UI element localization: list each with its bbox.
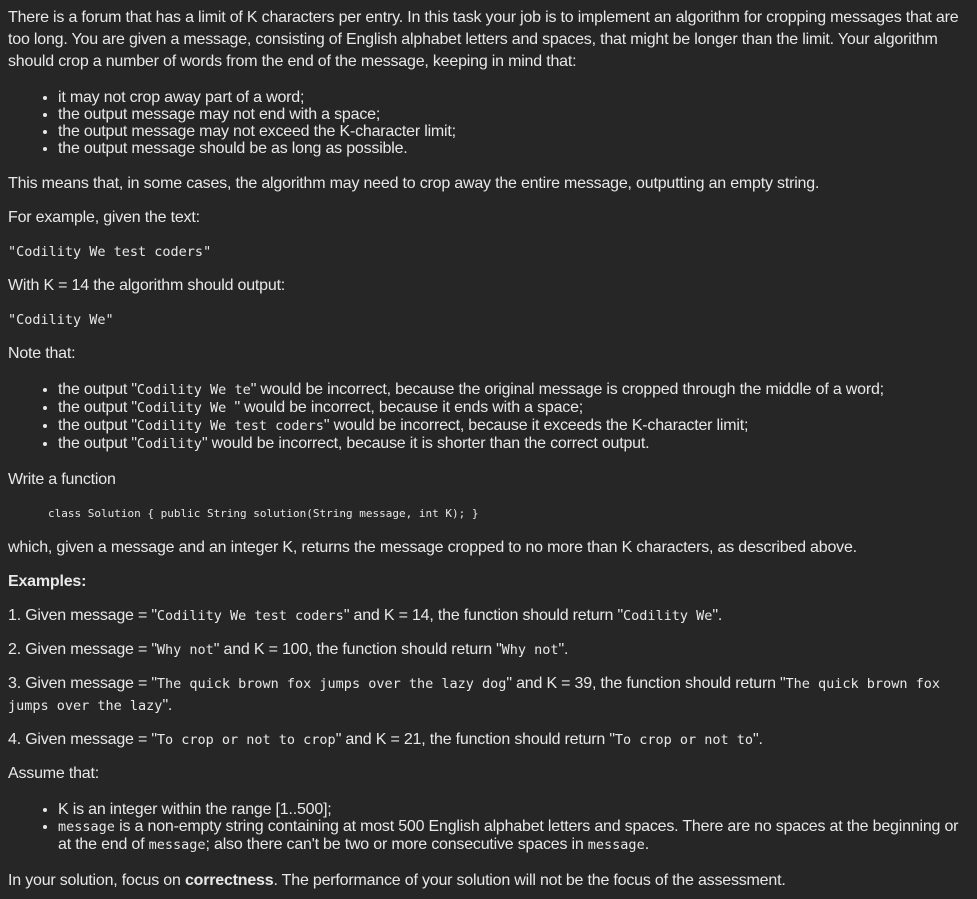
list-item bbox=[58, 381, 969, 399]
note-text: the output " bbox=[58, 399, 137, 416]
write-function: Write a function bbox=[8, 471, 116, 488]
example-text: 1. Given message = " bbox=[8, 607, 157, 624]
assumption-text: . bbox=[644, 836, 649, 853]
focus-text: In your solution, focus on bbox=[8, 872, 185, 889]
note-text: " would be incorrect, because it ends with a space; bbox=[234, 399, 584, 416]
focus-text: . The performance of your solution will not be the focus of the assessment. bbox=[273, 872, 786, 889]
example-return: Codility We bbox=[622, 608, 713, 624]
with-k-text: With K = 14 the algorithm should output: bbox=[8, 277, 286, 294]
note-text: " would be incorrect, because it is shorter than the correct output. bbox=[201, 435, 650, 452]
note-that: Note that: bbox=[8, 345, 76, 362]
note-text: the output " bbox=[58, 417, 137, 434]
assume-heading: Assume that: bbox=[8, 765, 99, 782]
inline-code: message bbox=[148, 837, 206, 853]
example-output: "Codility We" bbox=[8, 312, 114, 328]
empty-note: This means that, in some cases, the algorithm may need to crop away the entire message, outputting an empty string. bbox=[8, 175, 820, 192]
example-text: ". bbox=[753, 731, 763, 748]
example-message: To crop or not to crop bbox=[156, 732, 336, 748]
example-item bbox=[8, 605, 969, 627]
example-text: " and K = 14, the function should return " bbox=[343, 607, 623, 624]
list-item bbox=[58, 417, 969, 435]
inline-code: message bbox=[58, 819, 115, 835]
list-item bbox=[58, 435, 969, 453]
example-text: " and K = 21, the function should return " bbox=[335, 731, 615, 748]
rules-list bbox=[8, 89, 969, 157]
example-text: ". bbox=[558, 641, 569, 658]
note-text: the output " bbox=[58, 435, 137, 452]
note-code: Codility We te bbox=[136, 382, 251, 398]
note-code: Codility bbox=[136, 436, 202, 452]
intro-paragraph: There is a forum that has a limit of K characters per entry. In this task your job is to implement an algorithm for cropping messages that are too long. You are given a message, consisting of English alphabet letters and spaces, that might be longer than the limit. Your algorithm should crop a number of words from the end of the message, keeping in mind that: bbox=[8, 9, 959, 70]
example-text: 3. Given message = " bbox=[8, 675, 157, 692]
focus-bold: correctness bbox=[184, 872, 274, 889]
function-signature: class Solution { public String solution(String message, int K); } bbox=[48, 507, 479, 520]
example-text: ". bbox=[712, 607, 723, 624]
inline-code: message bbox=[587, 837, 645, 853]
focus-note bbox=[8, 870, 969, 892]
notes-list bbox=[8, 381, 969, 453]
note-text: " would be incorrect, because it exceeds the K-character limit; bbox=[323, 417, 749, 434]
example-return: To crop or not to bbox=[614, 732, 754, 748]
note-text: the output " bbox=[58, 381, 137, 398]
example-return: The quick brown fox jumps over the lazy bbox=[8, 676, 940, 714]
example-item bbox=[8, 673, 969, 717]
example-text: " and K = 39, the function should return " bbox=[506, 675, 786, 692]
list-item bbox=[58, 399, 969, 417]
example-message: The quick brown fox jumps over the lazy dog bbox=[156, 676, 507, 692]
list-item: • K is an integer within the range [1..500]; bbox=[58, 801, 969, 818]
example-return: Why not bbox=[501, 642, 559, 658]
example-text: " and K = 100, the function should return " bbox=[213, 641, 502, 658]
note-text: " would be incorrect, because the original message is cropped through the middle of a word; bbox=[250, 381, 884, 398]
list-item: • the output message may not exceed the K-character limit; bbox=[58, 123, 969, 140]
assumption-text: ; also there can't be two or more consecutive spaces in bbox=[205, 836, 588, 853]
example-text: 2. Given message = " bbox=[8, 641, 157, 658]
example-item bbox=[8, 729, 969, 751]
list-item: • it may not crop away part of a word; bbox=[58, 89, 969, 106]
note-code: Codility We bbox=[136, 400, 235, 416]
example-text: 4. Given message = " bbox=[8, 731, 157, 748]
assumptions-list bbox=[8, 801, 969, 854]
example-item bbox=[8, 639, 969, 661]
example-text: ". bbox=[162, 697, 173, 714]
list-item: • the output message may not end with a space; bbox=[58, 106, 969, 123]
examples-heading: Examples: bbox=[8, 573, 87, 590]
list-item: • the output message should be as long as possible. bbox=[58, 140, 969, 157]
example-message: Why not bbox=[156, 642, 214, 658]
example-text: "Codility We test coders" bbox=[8, 244, 212, 260]
example-message: Codility We test coders bbox=[156, 608, 344, 624]
example-intro: For example, given the text: bbox=[8, 209, 200, 226]
assumption-text: is a non-empty string containing at most 500 English alphabet letters and spaces. There are no spaces at the beginning or at the end of bbox=[58, 818, 959, 853]
which-given: which, given a message and an integer K, returns the message cropped to no more than K characters, as described above. bbox=[8, 539, 857, 556]
note-code: Codility We test coders bbox=[136, 418, 324, 434]
list-item bbox=[58, 818, 969, 854]
